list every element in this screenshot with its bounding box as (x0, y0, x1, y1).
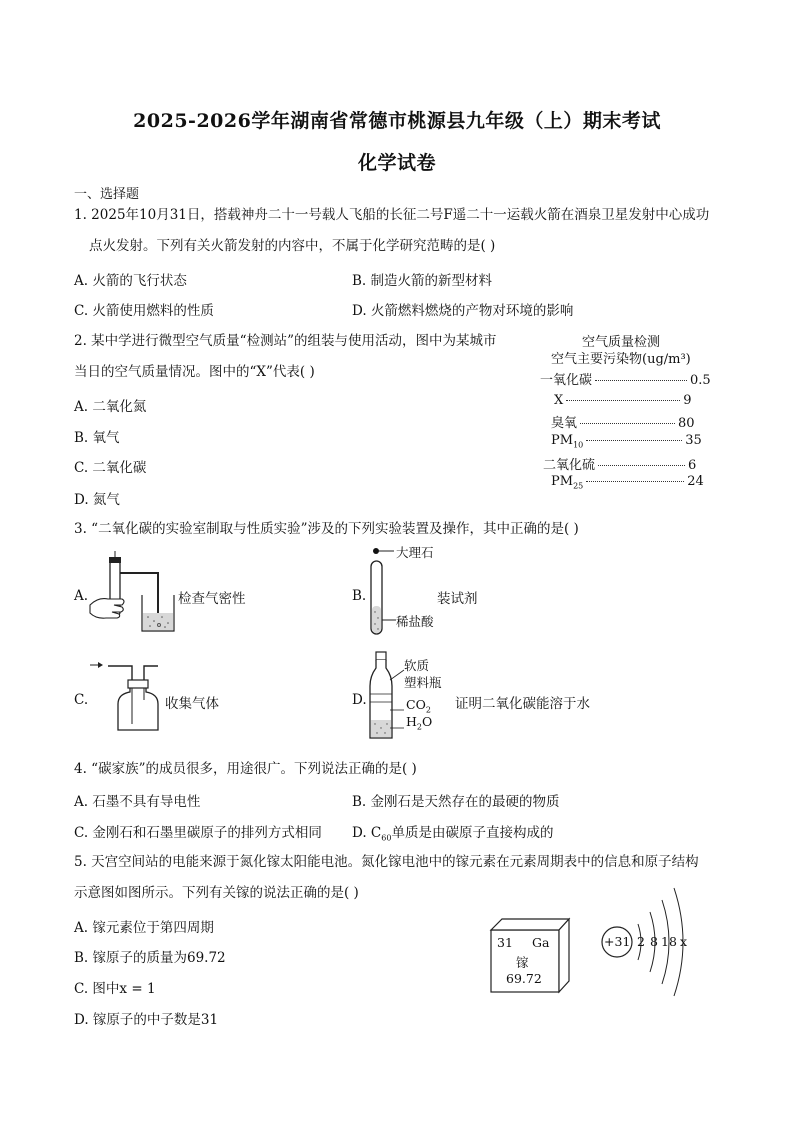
q1-option-b: B. 制造火箭的新型材料 (352, 273, 493, 289)
gas-bottle-illustration (88, 660, 168, 735)
q1-option-d: D. 火箭燃料燃烧的产物对环境的影响 (352, 303, 574, 319)
shell-electrons: 18 (661, 934, 677, 949)
q3-option-b-text: 装试剂 (437, 591, 478, 607)
q4-option-a: A. 石墨不具有导电性 (74, 794, 201, 810)
q3-stem-line1: 3. “二氧化碳的实验室制取与性质实验”涉及的下列实验装置及操作，其中正确的是( ) (74, 521, 579, 537)
marble-label: 大理石 (396, 545, 434, 560)
atomic-mass: 69.72 (506, 971, 542, 986)
q3-option-a-text: 检查气密性 (178, 591, 246, 607)
q1-stem-line1: 1. 2025年10月31日，搭载神舟二十一号载人飞船的长征二号F遥二十一运载火箭在酒泉卫星发射中心成功 (74, 207, 710, 223)
q1-stem-line2: 点火发射。下列有关火箭发射的内容中，不属于化学研究范畴的是( ) (89, 238, 496, 254)
table-row: $PM_{25}$ 24 (551, 474, 704, 491)
q3-option-d-text: 证明二氧化碳能溶于水 (455, 696, 590, 712)
table-subtitle: 空气主要污染物(ug/m³) (551, 352, 691, 367)
q2-option-a: A. 二氧化氮 (74, 399, 147, 415)
pollutant-value: 24 (687, 474, 704, 489)
table-row (554, 393, 692, 408)
q3-option-c-letter: C. (74, 692, 89, 708)
q1-option-a: A. 火箭的飞行状态 (74, 273, 187, 289)
q2-stem-line1: 2. 某中学进行微型空气质量“检测站”的组装与使用活动，图中为某城市 (74, 333, 497, 349)
table-row (540, 369, 711, 388)
q3-option-d-letter: D. (352, 692, 367, 708)
section-heading: 一、选择题 (74, 187, 140, 202)
table-row: $PM_{10}$ 35 (551, 433, 702, 450)
pollutant-value: 9 (683, 393, 692, 408)
page-title: 2025-2026学年湖南省常德市桃源县九年级（上）期末考试 (133, 110, 661, 132)
shell-electrons: 2 (637, 934, 645, 949)
q2-option-b: B. 氧气 (74, 430, 120, 446)
pollutant-name: X (554, 393, 564, 408)
nucleus-charge: +31 (604, 934, 631, 949)
q2-option-d: D. 氮气 (74, 492, 120, 508)
plastic-bottle-label: 塑料瓶 (404, 675, 442, 690)
table-title: 空气质量检测 (582, 335, 661, 350)
pollutant-value: 80 (678, 416, 695, 431)
table-row (551, 412, 695, 431)
q3-option-c-text: 收集气体 (165, 696, 219, 712)
pollutant-name: 二氧化硫 (543, 458, 596, 473)
q3-option-a-letter: A. (74, 588, 89, 604)
q5-option-a: A. 镓元素位于第四周期 (74, 920, 214, 936)
water-label: $H_2O$ (406, 714, 433, 732)
q5-option-b: B. 镓原子的质量为69.72 (74, 950, 226, 966)
shell-electrons: 8 (650, 934, 658, 949)
pollutant-value: 0.5 (690, 373, 711, 388)
soft-label: 软质 (404, 658, 430, 673)
q3-option-b-letter: B. (352, 588, 367, 604)
q4-option-d: D. $C_{60}$单质是由碳原子直接构成的 (352, 825, 554, 843)
element-symbol: Ga (532, 935, 550, 950)
co2-label: $CO_2$ (406, 697, 431, 715)
q4-option-c: C. 金刚石和石墨里碳原子的排列方式相同 (74, 825, 322, 841)
pollutant-value: 6 (688, 458, 697, 473)
acid-label: 稀盐酸 (396, 614, 434, 629)
table-row (543, 454, 696, 473)
q5-stem-line1: 5. 天宫空间站的电能来源于氮化镓太阳能电池。氮化镓电池中的镓元素在元素周期表中的信息和原子结构 (74, 854, 699, 870)
q1-option-c: C. 火箭使用燃料的性质 (74, 303, 214, 319)
atomic-number: 31 (497, 935, 513, 950)
q2-stem-line2: 当日的空气质量情况。图中的“X”代表( ) (74, 364, 315, 380)
pollutant-name: PM (551, 433, 574, 448)
shell-electrons: x (680, 934, 688, 949)
q2-option-c: C. 二氧化碳 (74, 460, 147, 476)
q5-stem-line2: 示意图如图所示。下列有关镓的说法正确的是( ) (74, 885, 359, 901)
element-name: 镓 (516, 955, 529, 970)
pollutant-name: 一氧化碳 (540, 373, 593, 388)
airtight-check-illustration (88, 553, 178, 635)
pollutant-name: PM (551, 474, 574, 489)
page-subtitle: 化学试卷 (357, 152, 436, 174)
q4-stem-line1: 4. “碳家族”的成员很多，用途很广。下列说法正确的是( ) (74, 761, 417, 777)
q5-option-d: D. 镓原子的中子数是31 (74, 1012, 219, 1028)
q4-option-b: B. 金刚石是天然存在的最硬的物质 (352, 794, 560, 810)
q5-option-c: C. 图中x = 1 (74, 981, 156, 997)
pollutant-name: 臭氧 (551, 416, 578, 431)
pollutant-value: 35 (685, 433, 702, 448)
